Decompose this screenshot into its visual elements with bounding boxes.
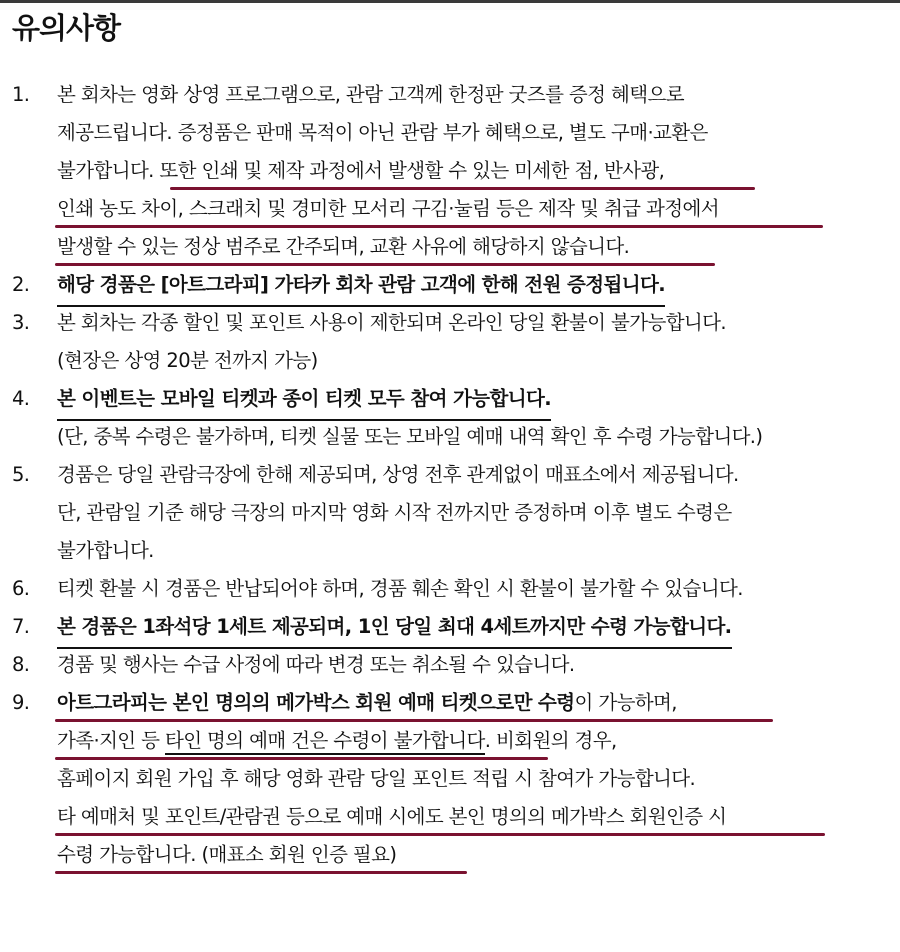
item-text-part: . 비회원의 경우,	[484, 729, 617, 752]
list-item-5	[0, 456, 900, 494]
list-item-9	[0, 684, 900, 722]
list-item-1-cont	[0, 114, 900, 152]
list-item-3	[0, 304, 900, 342]
item-text: 수령 가능합니다. (매표소 회원 인증 필요)	[57, 843, 397, 866]
item-text: 불가합니다.	[57, 539, 154, 562]
item-text-emphasis: 본 경품은 1좌석당 1세트 제공되며, 1인 당일 최대 4세트까지만 수령 가능합니다.	[57, 608, 732, 649]
list-item-1	[0, 76, 900, 114]
item-number: 9.	[12, 691, 30, 714]
list-item-9-cont	[0, 722, 900, 760]
item-text-emphasis: 아트그라피는 본인 명의의 메가박스 회원 예매 티켓으로만 수령	[57, 691, 575, 714]
list-item-7	[0, 608, 900, 646]
item-text: (현장은 상영 20분 전까지 가능)	[57, 349, 318, 372]
list-item-2	[0, 266, 900, 304]
item-number: 2.	[12, 273, 30, 296]
item-number: 8.	[12, 653, 30, 676]
item-text: 단, 관람일 기준 해당 극장의 마지막 영화 시작 전까지만 증정하며 이후 별도 수령은	[57, 501, 732, 524]
item-text-underlined: 타인 명의 예매 건은 수령이 불가합니다	[165, 729, 485, 755]
item-number: 5.	[12, 463, 30, 486]
list-item-9-cont	[0, 836, 900, 874]
item-text: 타 예매처 및 포인트/관람권 등으로 예매 시에도 본인 명의의 메가박스 회원인증 시	[57, 805, 727, 828]
list-item-1-cont	[0, 152, 900, 190]
item-number: 3.	[12, 311, 30, 334]
item-text-rest: 이 가능하며,	[574, 691, 677, 714]
item-text: 인쇄 농도 차이, 스크래치 및 경미한 모서리 구김·눌림 등은 제작 및 취급 과정에서	[57, 197, 719, 220]
item-number: 6.	[12, 577, 30, 600]
list-item-5-cont	[0, 494, 900, 532]
list-item-1-cont	[0, 190, 900, 228]
item-text	[57, 684, 677, 722]
list-item-4	[0, 380, 900, 418]
item-text-emphasis: 본 이벤트는 모바일 티켓과 종이 티켓 모두 참여 가능합니다.	[57, 380, 551, 421]
list-item-6	[0, 570, 900, 608]
item-text: 제공드립니다. 증정품은 판매 목적이 아닌 관람 부가 혜택으로, 별도 구매·교환은	[57, 121, 708, 144]
notice-list	[0, 76, 900, 874]
item-number: 4.	[12, 387, 30, 410]
list-item-9-cont	[0, 798, 900, 836]
list-item-5-cont	[0, 532, 900, 570]
page-title: 유의사항	[12, 11, 121, 45]
highlight-underline	[55, 871, 467, 874]
top-rule	[0, 0, 900, 3]
item-text-emphasis: 해당 경품은 [아트그라피] 가타카 회차 관람 고객에 한해 전원 증정됩니다.	[57, 266, 665, 307]
list-item-9-cont	[0, 760, 900, 798]
item-text: 홈페이지 회원 가입 후 해당 영화 관람 당일 포인트 적립 시 참여가 가능합니다.	[57, 767, 696, 790]
item-number: 7.	[12, 615, 30, 638]
list-item-3-cont	[0, 342, 900, 380]
item-text: 본 회차는 각종 할인 및 포인트 사용이 제한되며 온라인 당일 환불이 불가능합니다.	[57, 311, 727, 334]
item-text	[57, 722, 617, 760]
item-text-part: 가족·지인 등	[57, 729, 165, 752]
item-text: 본 회차는 영화 상영 프로그램으로, 관람 고객께 한정판 굿즈를 증정 혜택으로	[57, 83, 684, 106]
item-text: 경품 및 행사는 수급 사정에 따라 변경 또는 취소될 수 있습니다.	[57, 653, 575, 676]
item-text: 경품은 당일 관람극장에 한해 제공되며, 상영 전후 관계없이 매표소에서 제공됩니다.	[57, 463, 739, 486]
item-text: 불가합니다. 또한 인쇄 및 제작 과정에서 발생할 수 있는 미세한 점, 반사광,	[57, 159, 665, 182]
item-text: 티켓 환불 시 경품은 반납되어야 하며, 경품 훼손 확인 시 환불이 불가할 수 있습니다.	[57, 577, 743, 600]
item-text: 발생할 수 있는 정상 범주로 간주되며, 교환 사유에 해당하지 않습니다.	[57, 235, 630, 258]
item-text: (단, 중복 수령은 불가하며, 티켓 실물 또는 모바일 예매 내역 확인 후 수령 가능합니다.)	[57, 425, 763, 448]
list-item-4-cont	[0, 418, 900, 456]
item-number: 1.	[12, 83, 30, 106]
list-item-8	[0, 646, 900, 684]
list-item-1-cont	[0, 228, 900, 266]
